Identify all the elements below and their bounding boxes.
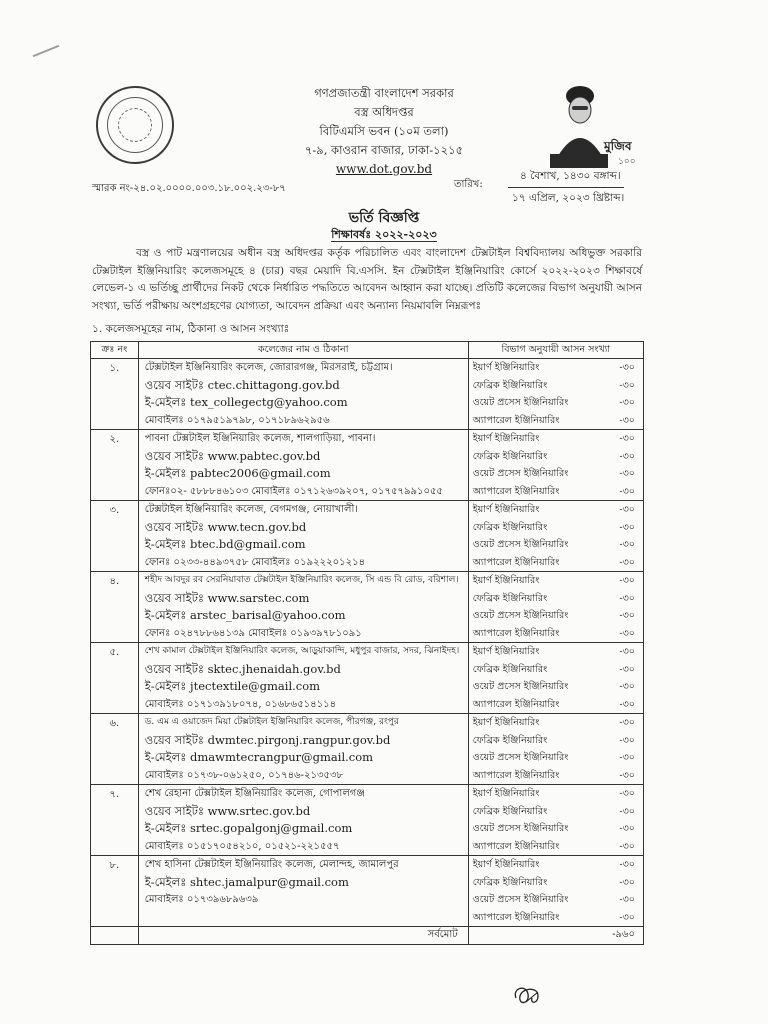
department-seat-line: [469, 394, 643, 412]
college-email[interactable]: ই-মেইলঃ btec.bd@gmail.com: [144, 537, 306, 551]
department-seat-line: [469, 554, 643, 572]
department-name: ফেব্রিক ইঞ্জিনিয়ারিং: [472, 450, 548, 462]
department-name: ওয়েট প্রসেস ইঞ্জিনিয়ারিং: [472, 610, 569, 621]
seat-count: -৩০: [619, 894, 635, 905]
college-email[interactable]: ই-মেইলঃ jtectextile@gmail.com: [144, 679, 321, 693]
college-name: শেখ রেহানা টেক্সটাইল ইঞ্জিনিয়ারিং কলেজ, গোপালগঞ্জ: [144, 788, 365, 799]
department-name: অ্যাপারেল ইঞ্জিনিয়ারিং: [472, 556, 560, 568]
department-seat-line: [469, 749, 643, 767]
college-cell: [138, 572, 468, 643]
department-seat-line: [469, 696, 643, 714]
department-name: ওয়েট প্রসেস ইঞ্জিনিয়ারিং: [472, 823, 569, 834]
department-seat-line: [469, 874, 643, 892]
total-blank-cell: [91, 927, 139, 945]
department-seat-line: [469, 483, 643, 501]
seat-cell: [468, 430, 643, 501]
department-name: ওয়েট প্রসেস ইঞ্জিনিয়ারিং: [472, 539, 569, 550]
department-seat-line: [469, 714, 643, 732]
seat-count: -৩০: [619, 468, 635, 479]
college-seat-table: [90, 341, 644, 945]
college-cell: [138, 643, 468, 714]
office-address: ৭-৯, কাওরান বাজার, ঢাকা-১২১৫: [304, 143, 464, 157]
department-name: বস্ত্র অধিদপ্তর: [354, 105, 414, 119]
seat-count: -৩০: [619, 734, 635, 746]
department-name: ফেব্রিক ইঞ্জিনিয়ারিং: [472, 805, 548, 817]
college-contact: মোবাইলঃ ০১৭৩৮-০৬১২৫০, ০১৭৪৬-২১৩৫৩৮: [144, 769, 343, 781]
seat-count: -৩০: [619, 823, 635, 834]
table-row: [91, 359, 644, 430]
department-seat-line: [469, 590, 643, 608]
department-name: ইয়ার্ণ ইঞ্জিনিয়ারিং: [472, 717, 540, 728]
department-seat-line: [469, 359, 643, 377]
serial-cell: ১.: [91, 359, 139, 430]
college-email[interactable]: ই-মেইলঃ tex_collegectg@yahoo.com: [144, 395, 348, 409]
department-name: ফেব্রিক ইঞ্জিনিয়ারিং: [472, 592, 548, 604]
college-cell: [138, 785, 468, 856]
college-website[interactable]: ওয়েব সাইটঃ dwmtec.pirgonj.rangpur.gov.bd: [144, 732, 391, 747]
column-header-serial: ক্রঃ নং: [91, 342, 139, 359]
seat-count: -৩০: [619, 627, 635, 639]
department-name: ফেব্রিক ইঞ্জিনিয়ারিং: [472, 734, 548, 746]
academic-year: [0, 226, 768, 245]
seat-count: -৩০: [619, 646, 635, 657]
department-name: ইয়ার্ণ ইঞ্জিনিয়ারিং: [472, 859, 540, 870]
department-name: ফেব্রিক ইঞ্জিনিয়ারিং: [472, 521, 548, 533]
department-name: অ্যাপারেল ইঞ্জিনিয়ারিং: [472, 627, 560, 639]
college-name: শেখ হাসিনা টেক্সটাইল ইঞ্জিনিয়ারিং কলেজ, মেলান্দহ, জামালপুর: [144, 859, 399, 870]
college-name: টেক্সটাইল ইঞ্জিনিয়ারিং কলেজ, বেগমগঞ্জ, নোয়াখালী।: [144, 504, 358, 515]
seat-count: -৩০: [619, 539, 635, 550]
college-name: শহীদ আবদুর রব সেরনিয়াবাত টেক্সটাইল ইঞ্জিনিয়ারিং কলেজ, সি এন্ড বি রোড, বরিশাল।: [144, 575, 459, 585]
department-seat-line: [469, 678, 643, 696]
section-heading: ১. কলেজসমূহের নাম, ঠিকানা ও আসন সংখ্যাঃ: [92, 323, 290, 335]
table-header-row: [91, 342, 644, 359]
department-seat-line: [469, 519, 643, 537]
seat-count: -৩০: [619, 698, 635, 710]
department-name: ইয়ার্ণ ইঞ্জিনিয়ারিং: [472, 362, 540, 373]
college-contact: মোবাইলঃ ০১৫১৭০৫৪২১০, ০১৫২১-২২১৫৫৭: [144, 840, 340, 852]
department-name: ওয়েট প্রসেস ইঞ্জিনিয়ারিং: [472, 681, 569, 692]
svg-text:মুজিব: মুজিব: [604, 139, 632, 153]
department-name: অ্যাপারেল ইঞ্জিনিয়ারিং: [472, 769, 560, 781]
department-seat-line: [469, 572, 643, 590]
total-row: [91, 927, 644, 945]
svg-text:১০০: ১০০: [618, 157, 636, 167]
department-seat-line: [469, 909, 643, 927]
department-seat-line: [469, 501, 643, 519]
seat-count: -৩০: [619, 504, 635, 515]
seat-count: -৩০: [619, 450, 635, 462]
intro-paragraph: বস্ত্র ও পাট মন্ত্রণালয়ের অধীন বস্ত্র অধিদপ্তর কর্তৃক পরিচালিত এবং বাংলাদেশ টেক্সটাইল বিশ্ববিদ্যালয় অধিভুক্ত সরকারি টেক্সটাইল ইঞ্জিনিয়ারিং কলেজসমূহে ৪ (চার) বছর মেয়াদি বি.এসসি. ইন টেক্সটাইল ইঞ্জিনিয়ারিং কোর্সে ২০২২-২০২৩ শিক্ষাবর্ষে লেভেল-১ এ ভর্তিচ্ছু প্রার্থীদের নিকট থেকে নির্ধারিত পদ্ধতিতে আবেদন আহ্বান করা যাচ্ছে। প্রতিটি কলেজের বিভাগ অনুযায়ী আসন সংখ্যা, ভর্তি পরীক্ষায় অংশগ্রহণের যোগ্যতা, আবেদন প্রক্রিয়া এবং অন্যান্য নিয়মাবলি নিম্নরূপঃ: [92, 247, 642, 312]
table-row: [91, 785, 644, 856]
table-row: [91, 856, 644, 927]
serial-cell: ৮.: [91, 856, 139, 927]
college-name: পাবনা টেক্সটাইল ইঞ্জিনিয়ারিং কলেজ, শালগাড়িয়া, পাবনা।: [144, 433, 376, 444]
department-seat-line: [469, 661, 643, 679]
department-name: ইয়ার্ণ ইঞ্জিনিয়ারিং: [472, 575, 540, 586]
government-name: গণপ্রজাতন্ত্রী বাংলাদেশ সরকার: [314, 86, 454, 100]
college-contact: মোবাইলঃ ০১৭৯৫১৯৭৯৮, ০১৭১৮৯৬২৯৫৬: [144, 414, 330, 426]
college-name: ড. এম এ ওয়াজেদ মিয়া টেক্সটাইল ইঞ্জিনিয়ারিং কলেজ, পীরগঞ্জ, রংপুর: [144, 717, 399, 727]
college-cell: [138, 430, 468, 501]
serial-cell: ৩.: [91, 501, 139, 572]
serial-cell: ২.: [91, 430, 139, 501]
seat-count: -৩০: [619, 397, 635, 408]
table-row: [91, 572, 644, 643]
date-label: তারিখ:: [454, 179, 483, 190]
date-gregorian: ১৭ এপ্রিল, ২০২৩ খ্রিষ্টাব্দ।: [512, 192, 625, 204]
college-contact: [139, 909, 468, 927]
department-seat-line: [469, 448, 643, 466]
column-header-college: কলেজের নাম ও ঠিকানা: [138, 342, 468, 359]
table-row: [91, 714, 644, 785]
pen-mark: [33, 45, 60, 57]
seat-count: -৩০: [619, 876, 635, 888]
department-seat-line: [469, 767, 643, 785]
department-seat-line: [469, 536, 643, 554]
memo-number: স্মারক নং-২৪.০২.০০০০.০০৩.১৮.০০২.২৩-৮৭: [92, 183, 286, 194]
department-seat-line: [469, 732, 643, 750]
seat-count: -৩০: [619, 752, 635, 763]
college-website[interactable]: ওয়েব সাইটঃ www.srtec.gov.bd: [144, 803, 311, 818]
college-website[interactable]: ওয়েব সাইটঃ www.tecn.gov.bd: [144, 519, 307, 534]
seat-count: -৩০: [619, 717, 635, 728]
college-website[interactable]: ওয়েব সাইটঃ www.pabtec.gov.bd: [144, 448, 321, 463]
seat-count: -৩০: [619, 521, 635, 533]
department-name: ওয়েট প্রসেস ইঞ্জিনিয়ারিং: [472, 752, 569, 763]
seat-count: -৩০: [619, 911, 635, 923]
table-row: [91, 643, 644, 714]
department-seat-line: [469, 891, 643, 909]
department-name: ইয়ার্ণ ইঞ্জিনিয়ারিং: [472, 504, 540, 515]
department-seat-line: [469, 430, 643, 448]
seat-count: -৩০: [619, 805, 635, 817]
serial-cell: ৫.: [91, 643, 139, 714]
college-cell: [138, 501, 468, 572]
seat-cell: [468, 572, 643, 643]
date-bangla: ৪ বৈশাখ, ১৪৩০ বঙ্গাব্দ।: [508, 166, 624, 188]
department-name: ফেব্রিক ইঞ্জিনিয়ারিং: [472, 379, 548, 391]
college-website[interactable]: ই-মেইলঃ shtec.jamalpur@gmail.com: [144, 874, 349, 889]
seat-count: -৩০: [619, 610, 635, 621]
seat-count: -৩০: [619, 362, 635, 373]
college-email[interactable]: ই-মেইলঃ pabtec2006@gmail.com: [144, 466, 331, 480]
college-cell: [138, 359, 468, 430]
signature-mark: [508, 980, 548, 1010]
table-row: [91, 430, 644, 501]
college-contact: মোবাইলঃ ০১৭১৩৯১৮০৭৪, ০১৬৮৬৫১৪১১৪: [144, 698, 337, 710]
department-name: অ্যাপারেল ইঞ্জিনিয়ারিং: [472, 485, 560, 497]
seat-count: -৩০: [619, 681, 635, 692]
seat-count: -৩০: [619, 788, 635, 799]
department-name: অ্যাপারেল ইঞ্জিনিয়ারিং: [472, 698, 560, 710]
building-name: বিটিএমসি ভবন (১০ম তলা): [319, 124, 449, 138]
department-name: অ্যাপারেল ইঞ্জিনিয়ারিং: [472, 911, 560, 923]
college-email[interactable]: মোবাইলঃ ০১৭৩৯৬৮৯৬৩৯: [144, 894, 259, 905]
college-contact: ফোনঃ ০২৩৩-৪৪৯৩৭৫৮ মোবাইলঃ ০১৯২২২০১২১৪: [144, 556, 366, 568]
serial-cell: ৭.: [91, 785, 139, 856]
seat-count: -৩০: [619, 592, 635, 604]
date-block: [508, 166, 624, 209]
college-contact: ফোনঃ ০২৪৭৮৮৬৪১৩৯ মোবাইলঃ ০১৯৩৯৭৮১০৯১: [144, 627, 362, 639]
department-name: অ্যাপারেল ইঞ্জিনিয়ারিং: [472, 840, 560, 852]
department-seat-line: [469, 465, 643, 483]
total-label: সর্বমোট: [138, 927, 468, 945]
office-website-link[interactable]: www.dot.gov.bd: [335, 162, 433, 176]
seat-count: -৩০: [619, 556, 635, 568]
seat-count: -৩০: [619, 379, 635, 391]
academic-year-text: শিক্ষাবর্ষঃ ২০২২-২০২৩: [331, 228, 437, 241]
seat-count: -৩০: [619, 485, 635, 497]
department-seat-line: [469, 785, 643, 803]
seat-count: -৩০: [619, 859, 635, 870]
department-seat-line: [469, 820, 643, 838]
college-website[interactable]: ওয়েব সাইটঃ sktec.jhenaidah.gov.bd: [144, 661, 341, 676]
department-seat-line: [469, 838, 643, 856]
seat-cell: [468, 501, 643, 572]
department-name: ওয়েট প্রসেস ইঞ্জিনিয়ারিং: [472, 894, 569, 905]
college-cell: [138, 714, 468, 785]
college-email[interactable]: ই-মেইলঃ dmawmtecrangpur@gmail.com: [144, 750, 374, 764]
seat-cell: [468, 359, 643, 430]
total-value: -৯৬০: [468, 927, 643, 945]
department-name: ফেব্রিক ইঞ্জিনিয়ারিং: [472, 663, 548, 675]
seat-cell: [468, 856, 643, 927]
seat-cell: [468, 643, 643, 714]
college-email[interactable]: ই-মেইলঃ srtec.gopalgonj@gmail.com: [144, 821, 353, 835]
college-name: টেক্সটাইল ইঞ্জিনিয়ারিং কলেজ, জোরারগঞ্জ, মিরসরাই, চট্টগ্রাম।: [144, 362, 393, 373]
college-website[interactable]: ওয়েব সাইটঃ www.sarstec.com: [144, 590, 310, 605]
college-name: শেখ কামাল টেক্সটাইল ইঞ্জিনিয়ারিং কলেজ, আড়ুয়াকান্দি, মধুপুর বাজার, সদর, ঝিনাইদহ।: [144, 646, 460, 656]
table-row: [91, 501, 644, 572]
department-name: ওয়েট প্রসেস ইঞ্জিনিয়ারিং: [472, 397, 569, 408]
department-seat-line: [469, 412, 643, 430]
department-name: অ্যাপারেল ইঞ্জিনিয়ারিং: [472, 414, 560, 426]
notice-title: ভর্তি বিজ্ঞপ্তি: [348, 210, 420, 226]
seat-count: -৩০: [619, 414, 635, 426]
seat-count: -৩০: [619, 769, 635, 781]
seat-count: -৩০: [619, 663, 635, 675]
seat-cell: [468, 714, 643, 785]
department-seat-line: [469, 607, 643, 625]
college-website[interactable]: ওয়েব সাইটঃ ctec.chittagong.gov.bd: [144, 377, 340, 392]
college-contact: ফোনঃ০২- ৫৮৮৮৪৬১০৩ মোবাইলঃ ০১৭১২৬৩৯২০৭, ০১৭৫৭৯৯১০৫৫: [144, 485, 443, 497]
department-seat-line: [469, 643, 643, 661]
department-name: ফেব্রিক ইঞ্জিনিয়ারিং: [472, 876, 548, 888]
serial-cell: ৪.: [91, 572, 139, 643]
college-email[interactable]: ই-মেইলঃ arstec_barisal@yahoo.com: [144, 608, 346, 622]
seat-cell: [468, 785, 643, 856]
department-name: ইয়ার্ণ ইঞ্জিনিয়ারিং: [472, 646, 540, 657]
department-name: ইয়ার্ণ ইঞ্জিনিয়ারিং: [472, 788, 540, 799]
seat-count: -৩০: [619, 840, 635, 852]
seat-count: -৩০: [619, 575, 635, 586]
table-body: [91, 359, 644, 927]
office-header: [0, 84, 768, 179]
seat-count: -৩০: [619, 433, 635, 444]
department-seat-line: [469, 377, 643, 395]
department-seat-line: [469, 856, 643, 874]
serial-cell: ৬.: [91, 714, 139, 785]
department-seat-line: [469, 625, 643, 643]
department-seat-line: [469, 803, 643, 821]
column-header-seats: বিভাগ অনুযায়ী আসন সংখ্যা: [468, 342, 643, 359]
college-cell: [138, 856, 468, 927]
department-name: ইয়ার্ণ ইঞ্জিনিয়ারিং: [472, 433, 540, 444]
department-name: ওয়েট প্রসেস ইঞ্জিনিয়ারিং: [472, 468, 569, 479]
